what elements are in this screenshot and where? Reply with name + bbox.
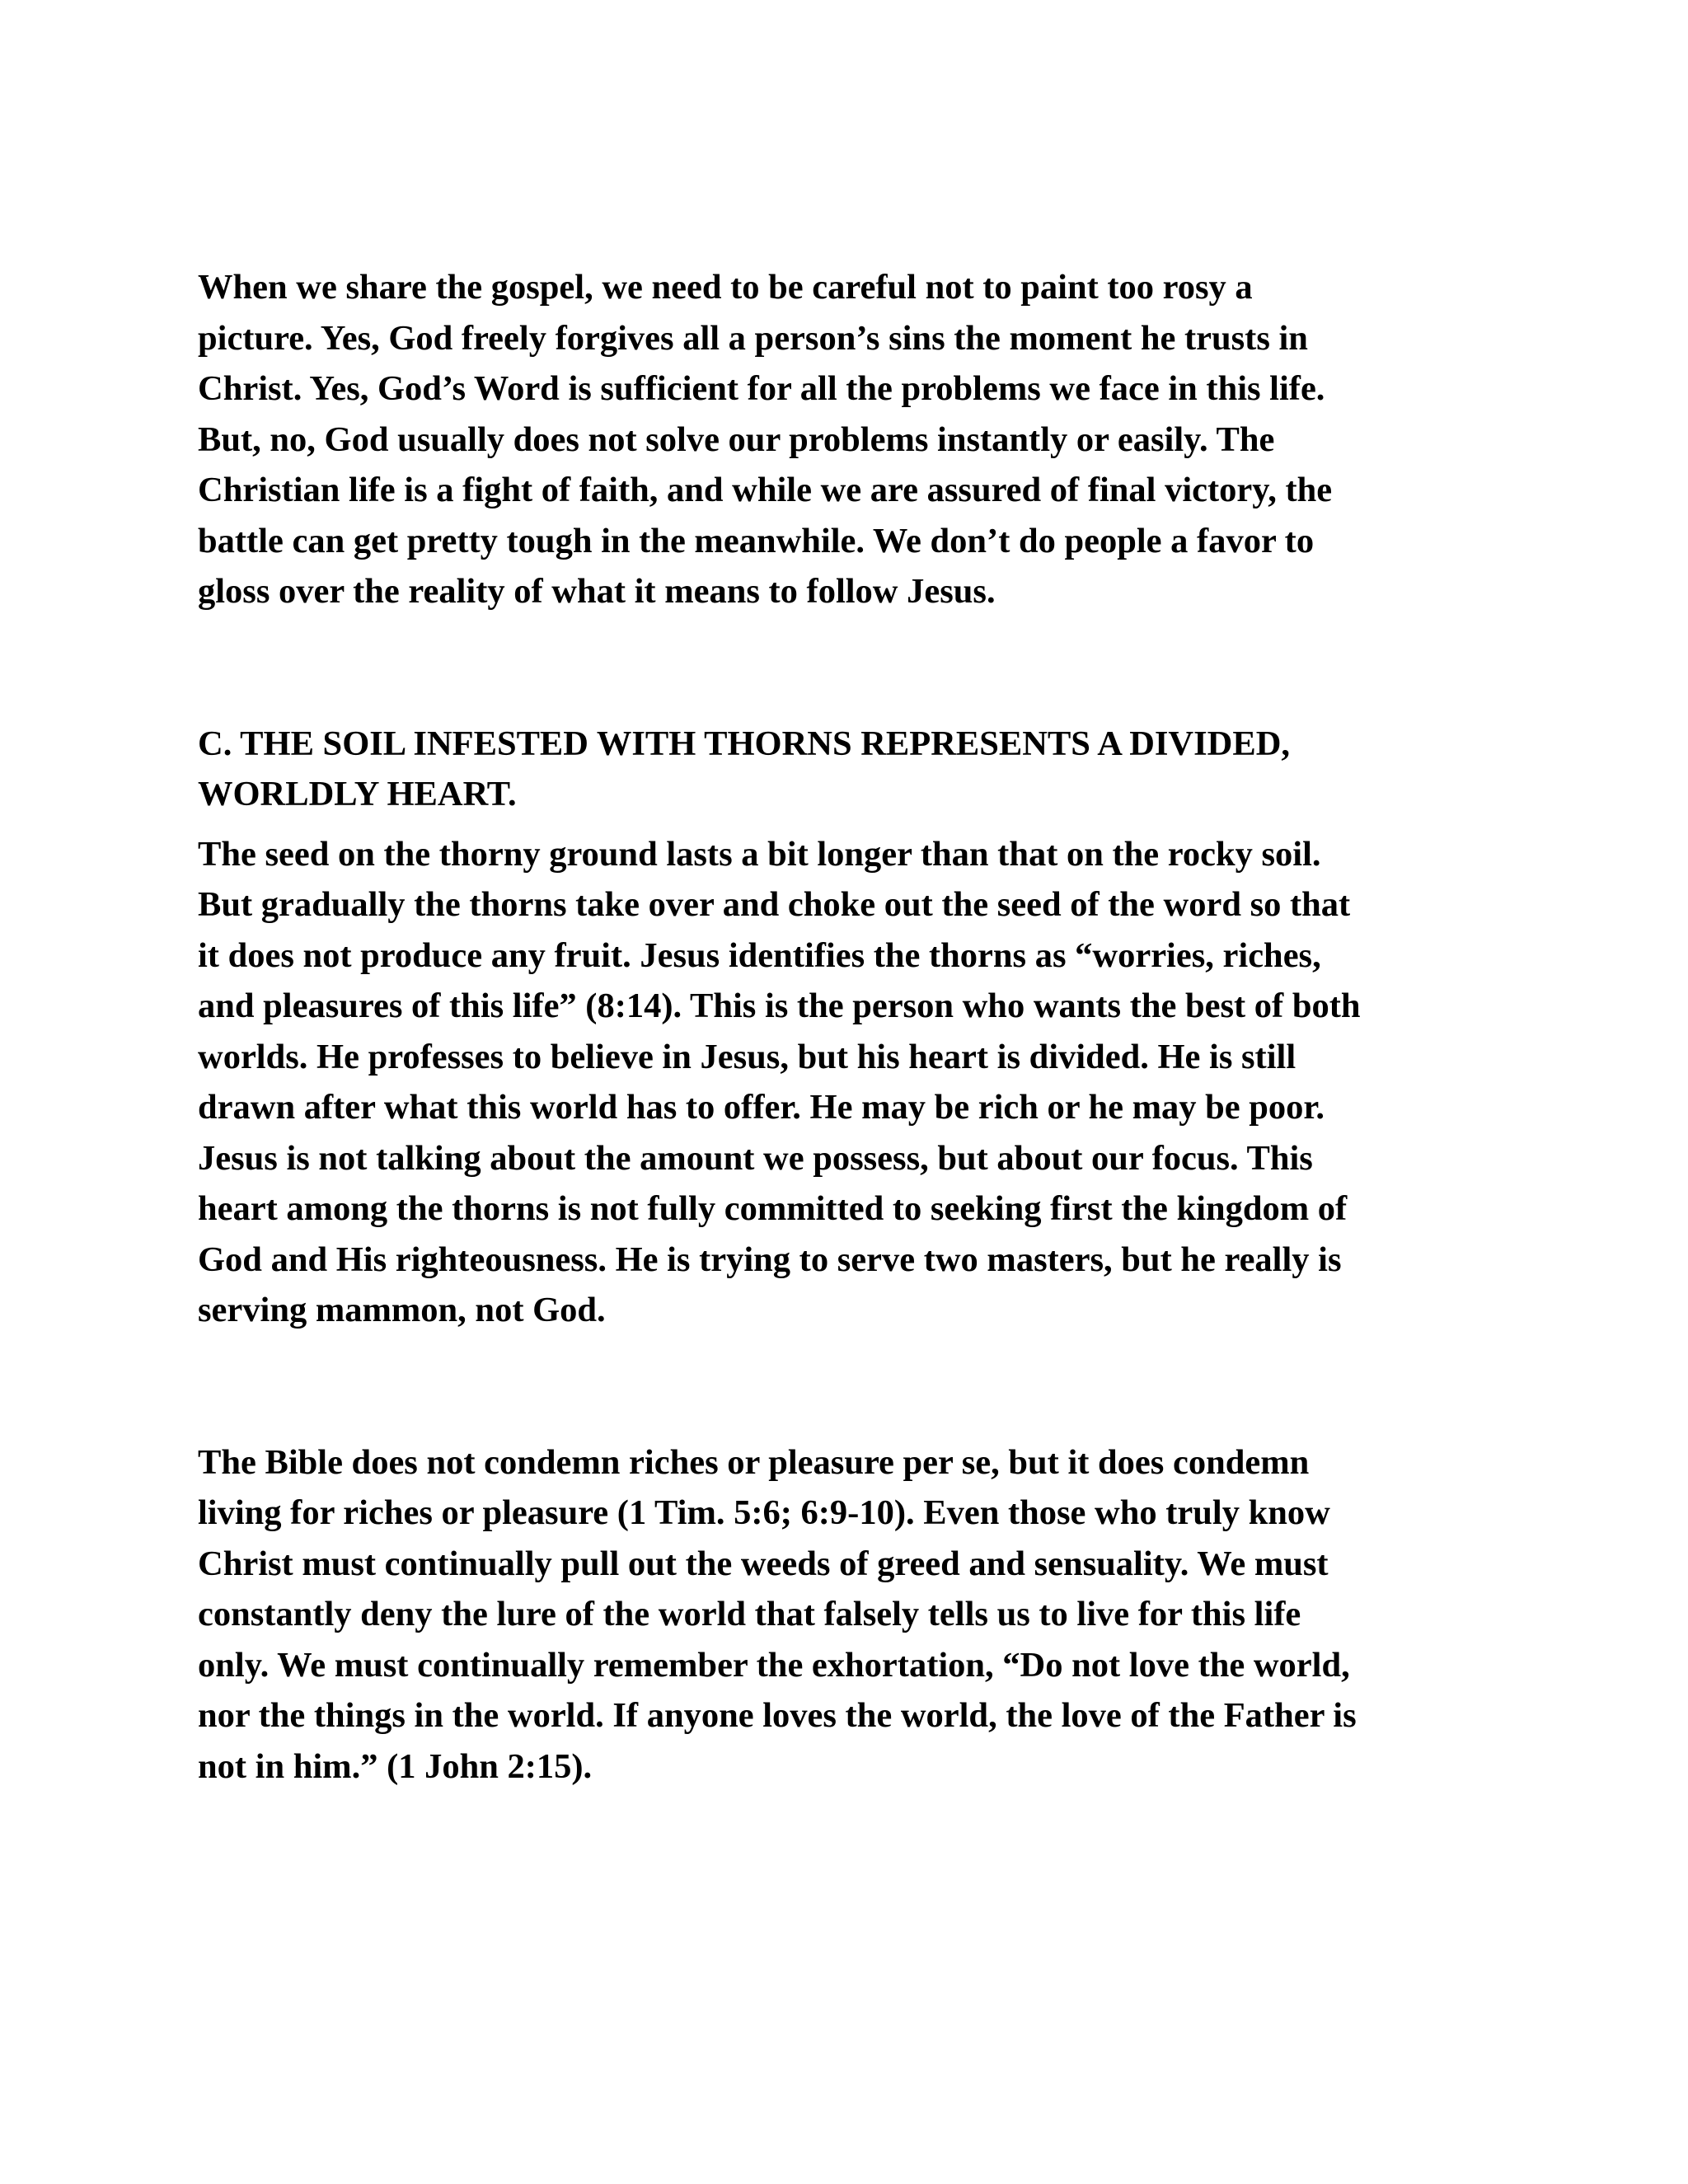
paragraph-thorny-ground: The seed on the thorny ground lasts a bit longer than that on the rocky soil. But gradually the thorns take over and choke out the seed of the word so that it does not produce any fruit. Jesus identifies the thorns as “worries, riches, and pleasures of this life” (8:14). This is the person who wants the best of both worlds. He professes to believe in Jesus, but his heart is divided. He is still drawn after what this world has to offer. He may be rich or he may be poor. Jesus is not talking about the amount we possess, but about our focus. This heart among the thorns is not fully committed to seeking first the kingdom of God and His righteousness. He is trying to serve two masters, but he really is serving mammon, not God.: [198, 834, 1361, 1329]
document-page: [198, 262, 1500, 1792]
paragraph-riches-pleasure: The Bible does not condemn riches or pleasure per se, but it does condemn living for riches or pleasure (1 Tim. 5:6; 6:9-10). Even those who truly know Christ must continually pull out the weeds of greed and sensuality. We must constantly deny the lure of the world that falsely tells us to live for this life only. We must continually remember the exhortation, “Do not love the world, nor the things in the world. If anyone loves the world, the love of the Father is not in him.” (1 John 2:15).: [198, 1442, 1357, 1786]
paragraph-gospel: When we share the gospel, we need to be careful not to paint too rosy a picture. Yes, God freely forgives all a person’s sins the moment he trusts in Christ. Yes, God’s Word is sufficient for all the problems we face in this life. But, no, God usually does not solve our problems instantly or easily. The Christian life is a fight of faith, and while we are assured of final victory, the battle can get pretty tough in the meanwhile. We don’t do people a favor to gloss over the reality of what it means to follow Jesus.: [198, 268, 1333, 611]
section-heading: C. THE SOIL INFESTED WITH THORNS REPRESENTS A DIVIDED, WORLDLY HEART.: [198, 724, 1291, 813]
